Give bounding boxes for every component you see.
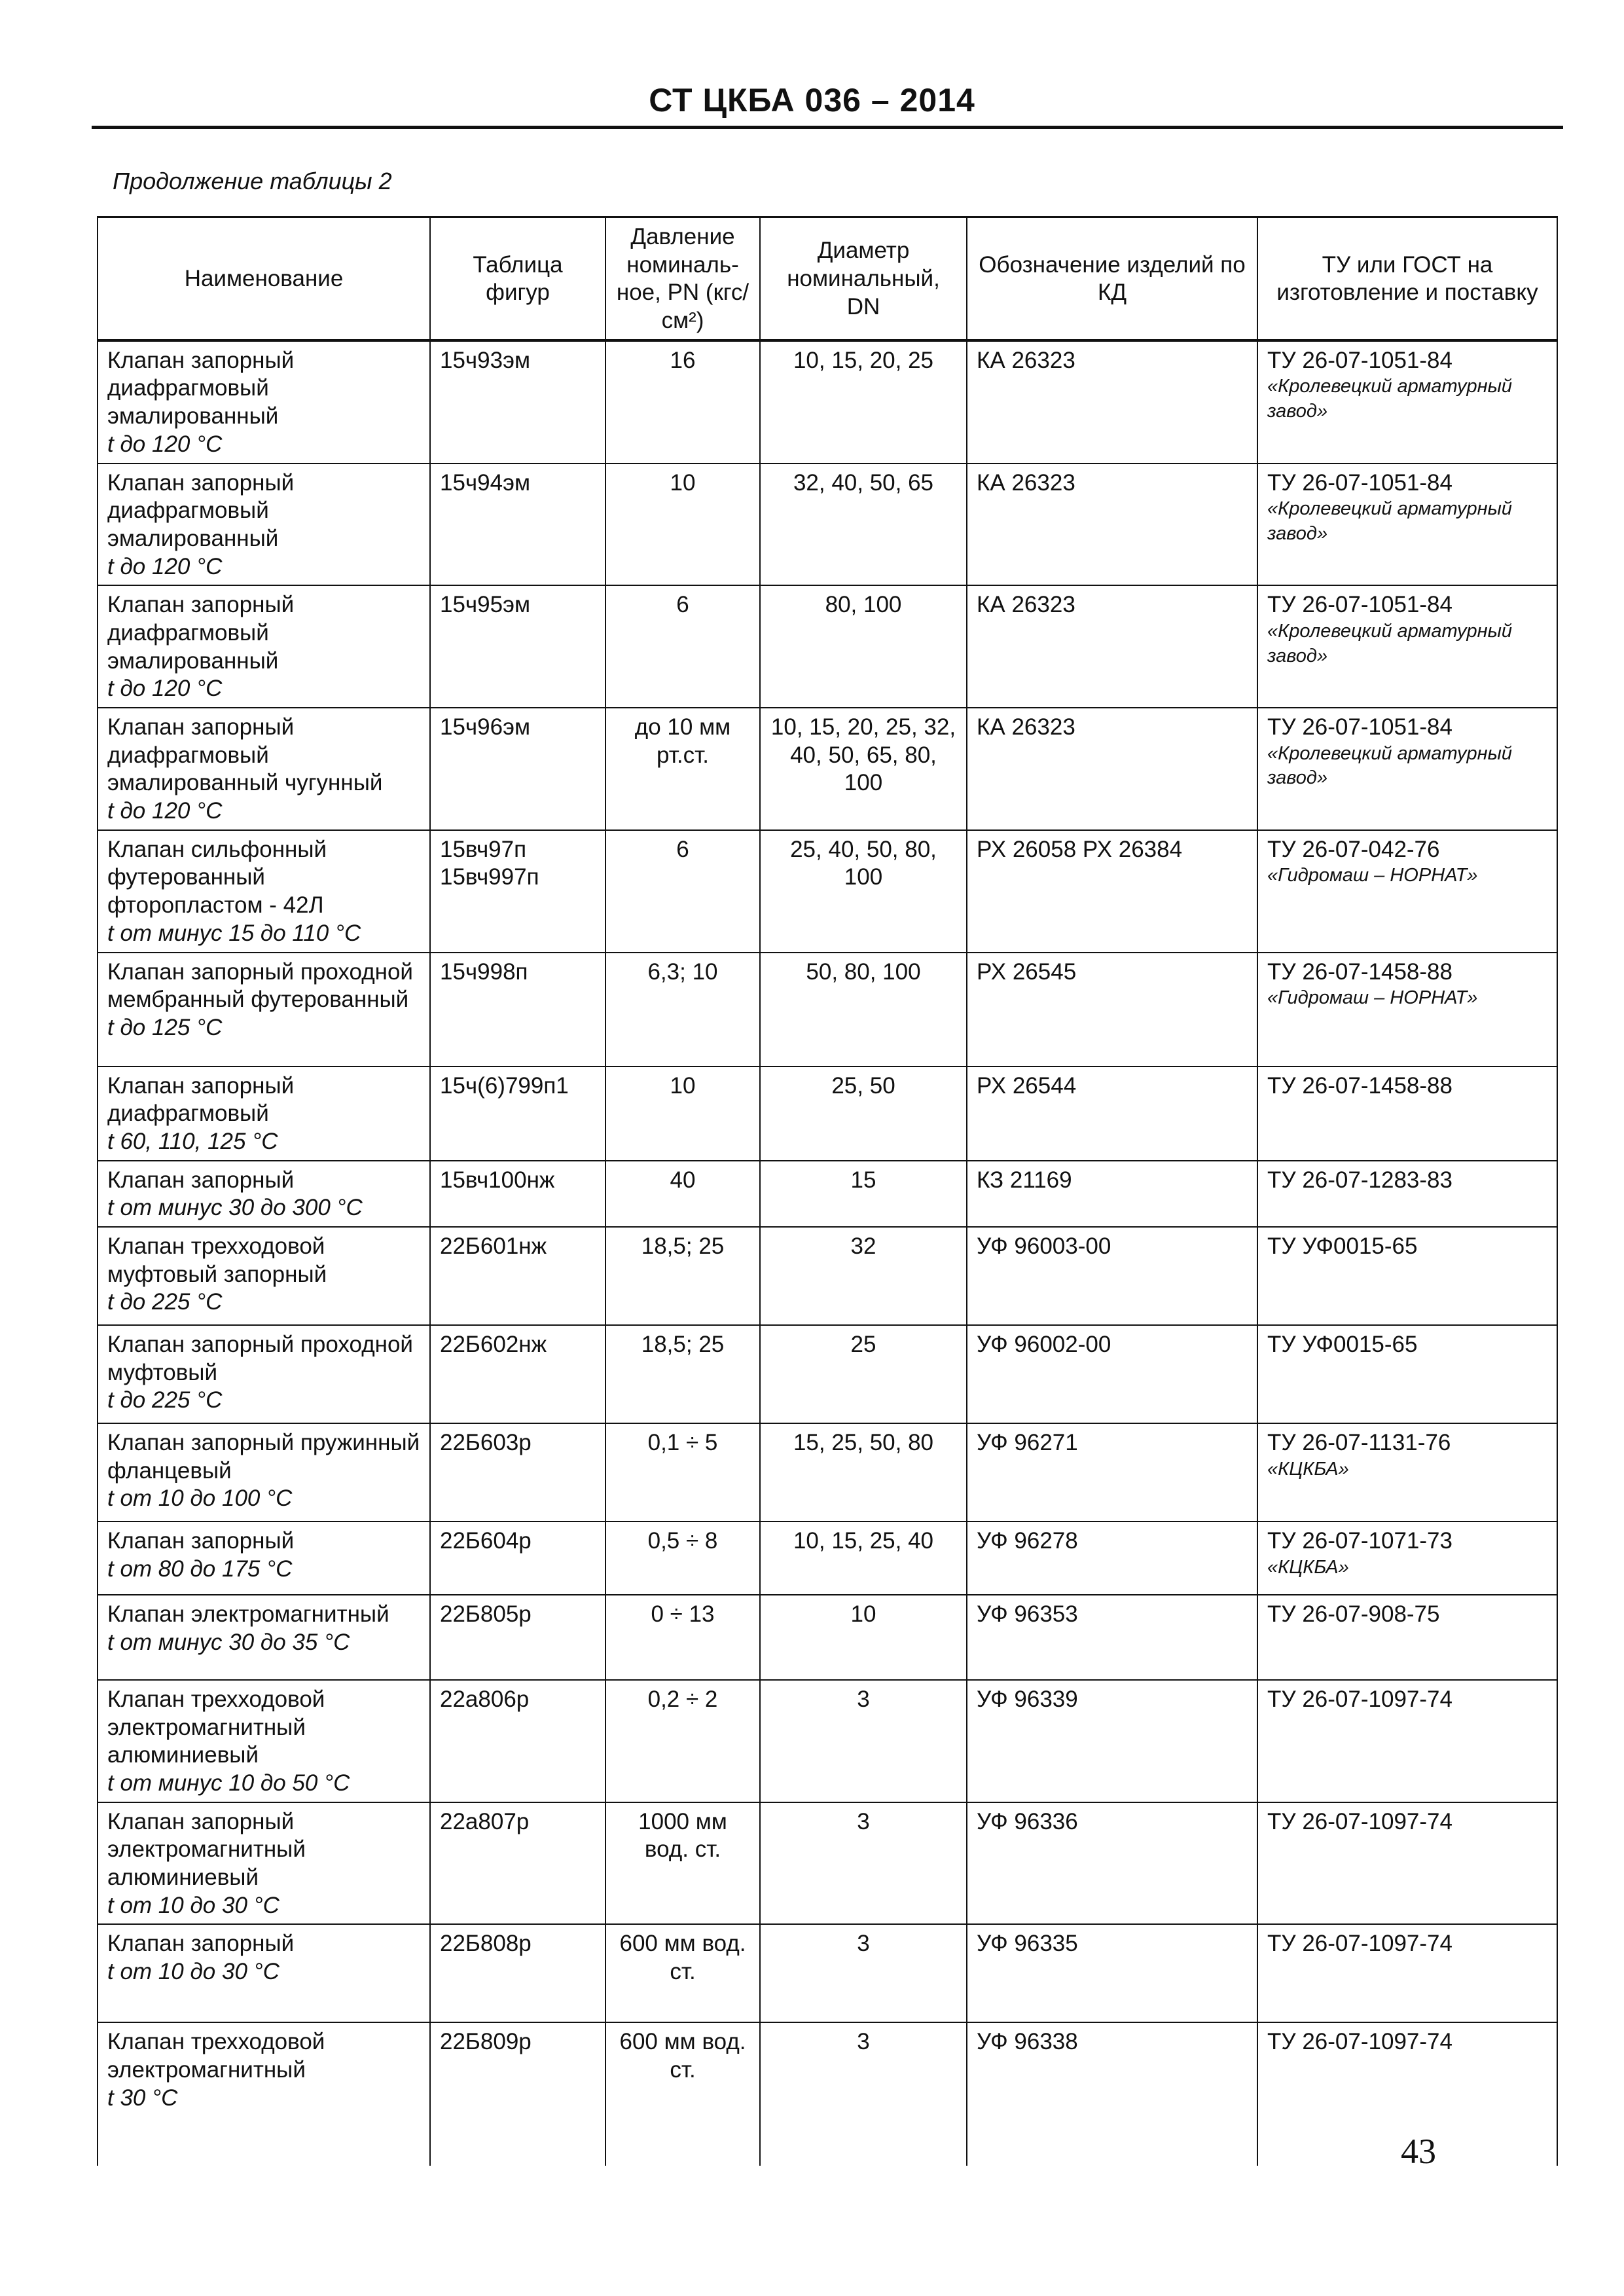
manufacturer: «Кролевецкий арматурный завод» xyxy=(1267,498,1513,544)
cell-pressure xyxy=(605,830,760,953)
temperature-range: t до 120 °С xyxy=(107,431,223,457)
cell-pressure xyxy=(605,1161,760,1227)
cell-figure xyxy=(430,1066,605,1161)
diameter-value: 10, 15, 20, 25, 32, 40, 50, 65, 80, 100 xyxy=(770,714,956,796)
temperature-range: t до 225 °С xyxy=(107,1387,223,1413)
table-row xyxy=(98,464,1557,586)
diameter-value: 10, 15, 25, 40 xyxy=(793,1527,934,1554)
standard-code: ТУ 26-07-1097-74 xyxy=(1267,1808,1453,1834)
cell-standard xyxy=(1257,1423,1557,1522)
cell-pressure xyxy=(605,1423,760,1522)
cell-standard xyxy=(1257,464,1557,586)
cell-diameter xyxy=(760,1423,967,1522)
cell-standard xyxy=(1257,1161,1557,1227)
diameter-value: 15, 25, 50, 80 xyxy=(793,1429,934,1455)
cell-pressure xyxy=(605,1680,760,1802)
pressure-value: 6 xyxy=(676,592,689,618)
col-header-pressure: Давление номиналь-ное, PN (кгс/см²) xyxy=(605,217,760,340)
diameter-value: 15 xyxy=(850,1167,876,1193)
designation-code: КА 26323 xyxy=(977,347,1075,373)
designation-code: КА 26323 xyxy=(977,592,1075,618)
valve-name: Клапан трехходовой электромагнитный xyxy=(107,2029,325,2083)
cell-pressure xyxy=(605,1227,760,1325)
cell-pressure xyxy=(605,1522,760,1595)
cell-standard xyxy=(1257,708,1557,830)
cell-designation xyxy=(967,1680,1257,1802)
cell-standard xyxy=(1257,1522,1557,1595)
figure-code: 15ч95эм xyxy=(440,592,531,618)
cell-designation xyxy=(967,953,1257,1066)
cell-designation xyxy=(967,1161,1257,1227)
pressure-value: 40 xyxy=(670,1167,696,1193)
cell-diameter xyxy=(760,1161,967,1227)
cell-pressure xyxy=(605,585,760,708)
temperature-range: t до 120 °С xyxy=(107,676,223,702)
standard-code: ТУ 26-07-1097-74 xyxy=(1267,1686,1453,1712)
manufacturer: «Кролевецкий арматурный завод» xyxy=(1267,376,1513,422)
cell-figure xyxy=(430,953,605,1066)
designation-code: КА 26323 xyxy=(977,469,1075,496)
temperature-range: t от минус 10 до 50 °С xyxy=(107,1770,350,1796)
cell-designation xyxy=(967,1522,1257,1595)
cell-name xyxy=(98,1802,430,1925)
cell-figure xyxy=(430,1595,605,1680)
cell-designation xyxy=(967,585,1257,708)
cell-standard xyxy=(1257,830,1557,953)
cell-diameter xyxy=(760,1802,967,1925)
table-row xyxy=(98,1423,1557,1522)
cell-figure xyxy=(430,464,605,586)
cell-designation xyxy=(967,1423,1257,1522)
table-row xyxy=(98,830,1557,953)
temperature-range: t до 225 °С xyxy=(107,1289,223,1315)
col-header-standard: ТУ или ГОСТ на изготовление и поставку xyxy=(1257,217,1557,340)
designation-code: УФ 96353 xyxy=(977,1601,1078,1627)
diameter-value: 80, 100 xyxy=(825,592,902,618)
cell-pressure xyxy=(605,1802,760,1925)
cell-name xyxy=(98,1423,430,1522)
figure-code: 15ч998п xyxy=(440,958,528,985)
table-row xyxy=(98,1924,1557,2022)
diameter-value: 3 xyxy=(857,1931,870,1957)
temperature-range: t от 10 до 100 °С xyxy=(107,1485,293,1512)
cell-designation xyxy=(967,1924,1257,2022)
designation-code: УФ 96271 xyxy=(977,1429,1078,1455)
pressure-value: 600 мм вод. ст. xyxy=(619,1931,746,1985)
figure-code: 15ч93эм xyxy=(440,347,531,373)
cell-pressure xyxy=(605,2022,760,2166)
valve-name: Клапан запорный проходной мембранный футерованный xyxy=(107,958,413,1013)
designation-code: УФ 96338 xyxy=(977,2029,1078,2055)
designation-code: УФ 96335 xyxy=(977,1931,1078,1957)
valve-name: Клапан запорный диафрагмовый эмалированный xyxy=(107,592,295,674)
cell-diameter xyxy=(760,340,967,464)
table-header xyxy=(98,217,1557,340)
cell-name xyxy=(98,1325,430,1423)
cell-diameter xyxy=(760,585,967,708)
figure-code: 22Б809р xyxy=(440,2029,532,2055)
cell-diameter xyxy=(760,708,967,830)
valves-table xyxy=(97,216,1558,2166)
valve-name: Клапан трехходовой электромагнитный алюминиевый xyxy=(107,1686,325,1768)
table-caption: Продолжение таблицы 2 xyxy=(113,168,392,194)
table-row xyxy=(98,1325,1557,1423)
cell-diameter xyxy=(760,953,967,1066)
cell-diameter xyxy=(760,830,967,953)
table-row xyxy=(98,1522,1557,1595)
cell-name xyxy=(98,1066,430,1161)
temperature-range: t до 125 °С xyxy=(107,1014,223,1040)
cell-standard xyxy=(1257,953,1557,1066)
document-title: СТ ЦКБА 036 – 2014 xyxy=(649,82,975,118)
pressure-value: 18,5; 25 xyxy=(641,1233,725,1259)
cell-pressure xyxy=(605,953,760,1066)
cell-figure xyxy=(430,1924,605,2022)
diameter-value: 3 xyxy=(857,2029,870,2055)
cell-diameter xyxy=(760,1522,967,1595)
cell-figure xyxy=(430,1522,605,1595)
cell-diameter xyxy=(760,2022,967,2166)
cell-designation xyxy=(967,1227,1257,1325)
cell-designation xyxy=(967,830,1257,953)
standard-code: ТУ 26-07-1131-76 xyxy=(1267,1429,1451,1455)
cell-diameter xyxy=(760,1227,967,1325)
designation-code: РХ 26545 xyxy=(977,958,1077,985)
cell-name xyxy=(98,464,430,586)
cell-figure xyxy=(430,585,605,708)
manufacturer: «Кролевецкий арматурный завод» xyxy=(1267,742,1513,789)
manufacturer: «КЦКБА» xyxy=(1267,1458,1349,1480)
pressure-value: 0 ÷ 13 xyxy=(651,1601,715,1627)
cell-name xyxy=(98,340,430,464)
valve-name: Клапан запорный проходной муфтовый xyxy=(107,1331,413,1385)
temperature-range: t от минус 15 до 110 °С xyxy=(107,920,361,946)
cell-name xyxy=(98,585,430,708)
temperature-range: t от минус 30 до 35 °С xyxy=(107,1629,350,1655)
diameter-value: 32 xyxy=(850,1233,876,1259)
designation-code: РХ 26544 xyxy=(977,1072,1077,1099)
standard-code: ТУ УФ0015-65 xyxy=(1267,1331,1418,1357)
cell-name xyxy=(98,1680,430,1802)
cell-figure xyxy=(430,708,605,830)
col-header-designation: Обозначение изделий по КД xyxy=(967,217,1257,340)
standard-code: ТУ 26-07-1051-84 xyxy=(1267,469,1453,496)
figure-code: 22а806р xyxy=(440,1686,530,1712)
standard-code: ТУ 26-07-1097-74 xyxy=(1267,1931,1453,1957)
cell-designation xyxy=(967,708,1257,830)
valve-name: Клапан запорный диафрагмовый xyxy=(107,1072,295,1127)
diameter-value: 32, 40, 50, 65 xyxy=(793,469,934,496)
designation-code: УФ 96339 xyxy=(977,1686,1078,1712)
table-row xyxy=(98,1680,1557,1802)
diameter-value: 25, 40, 50, 80, 100 xyxy=(790,836,937,890)
cell-standard xyxy=(1257,1227,1557,1325)
col-header-figure: Таблица фигур xyxy=(430,217,605,340)
cell-figure xyxy=(430,830,605,953)
designation-code: КА 26323 xyxy=(977,714,1075,740)
diameter-value: 10, 15, 20, 25 xyxy=(793,347,934,373)
table-row xyxy=(98,708,1557,830)
table-row xyxy=(98,585,1557,708)
cell-standard xyxy=(1257,1680,1557,1802)
cell-standard xyxy=(1257,340,1557,464)
standard-code: ТУ УФ0015-65 xyxy=(1267,1233,1418,1259)
figure-code: 22Б805р xyxy=(440,1601,532,1627)
table-row xyxy=(98,953,1557,1066)
cell-name xyxy=(98,708,430,830)
cell-figure xyxy=(430,1802,605,1925)
standard-code: ТУ 26-07-1458-88 xyxy=(1267,958,1453,985)
pressure-value: 1000 мм вод. ст. xyxy=(638,1808,727,1863)
cell-designation xyxy=(967,1595,1257,1680)
figure-code: 22Б602нж xyxy=(440,1331,547,1357)
cell-standard xyxy=(1257,1066,1557,1161)
pressure-value: 6 xyxy=(676,836,689,862)
table-row xyxy=(98,1595,1557,1680)
valve-name: Клапан запорный xyxy=(107,1931,295,1957)
table-body xyxy=(98,340,1557,2166)
diameter-value: 50, 80, 100 xyxy=(806,958,921,985)
pressure-value: 18,5; 25 xyxy=(641,1331,725,1357)
standard-code: ТУ 26-07-1051-84 xyxy=(1267,592,1453,618)
diameter-value: 3 xyxy=(857,1686,870,1712)
diameter-value: 25, 50 xyxy=(831,1072,895,1099)
cell-name xyxy=(98,953,430,1066)
cell-pressure xyxy=(605,1924,760,2022)
standard-code: ТУ 26-07-1283-83 xyxy=(1267,1167,1453,1193)
valve-name: Клапан трехходовой муфтовый запорный xyxy=(107,1233,327,1287)
temperature-range: t от 10 до 30 °С xyxy=(107,1892,280,1918)
valve-name: Клапан запорный xyxy=(107,1167,295,1193)
standard-code: ТУ 26-07-908-75 xyxy=(1267,1601,1440,1627)
manufacturer: «КЦКБА» xyxy=(1267,1556,1349,1578)
cell-figure xyxy=(430,1227,605,1325)
manufacturer: «Гидромаш – НОРНАТ» xyxy=(1267,865,1478,886)
diameter-value: 25 xyxy=(850,1331,876,1357)
pressure-value: 0,1 ÷ 5 xyxy=(647,1429,718,1455)
cell-pressure xyxy=(605,340,760,464)
designation-code: УФ 96003-00 xyxy=(977,1233,1111,1259)
cell-name xyxy=(98,830,430,953)
designation-code: КЗ 21169 xyxy=(977,1167,1072,1193)
figure-code: 22Б603р xyxy=(440,1429,532,1455)
figure-code: 15вч97п 15вч997п xyxy=(440,836,539,890)
standard-code: ТУ 26-07-1051-84 xyxy=(1267,714,1453,740)
cell-standard xyxy=(1257,1924,1557,2022)
cell-diameter xyxy=(760,464,967,586)
cell-name xyxy=(98,1595,430,1680)
standard-code: ТУ 26-07-1097-74 xyxy=(1267,2029,1453,2055)
temperature-range: t 30 °С xyxy=(107,2085,178,2111)
temperature-range: t 60, 110, 125 °С xyxy=(107,1128,278,1154)
pressure-value: 0,5 ÷ 8 xyxy=(647,1527,718,1554)
col-header-diameter: Диаметр номинальный, DN xyxy=(760,217,967,340)
cell-standard xyxy=(1257,1325,1557,1423)
cell-figure xyxy=(430,2022,605,2166)
table-row xyxy=(98,1161,1557,1227)
pressure-value: 600 мм вод. ст. xyxy=(619,2029,746,2083)
cell-figure xyxy=(430,1161,605,1227)
pressure-value: до 10 мм рт.ст. xyxy=(634,714,731,768)
cell-name xyxy=(98,1227,430,1325)
figure-code: 15ч94эм xyxy=(440,469,531,496)
cell-pressure xyxy=(605,464,760,586)
cell-name xyxy=(98,2022,430,2166)
cell-figure xyxy=(430,1680,605,1802)
table-row xyxy=(98,1802,1557,1925)
designation-code: УФ 96002-00 xyxy=(977,1331,1111,1357)
figure-code: 22Б601нж xyxy=(440,1233,547,1259)
valve-name: Клапан запорный электромагнитный алюминиевый xyxy=(107,1808,306,1891)
cell-pressure xyxy=(605,1595,760,1680)
cell-diameter xyxy=(760,1680,967,1802)
diameter-value: 3 xyxy=(857,1808,870,1834)
designation-code: РХ 26058 РХ 26384 xyxy=(977,836,1183,862)
pressure-value: 16 xyxy=(670,347,696,373)
table-row xyxy=(98,340,1557,464)
valve-name: Клапан запорный диафрагмовый эмалированный чугунный xyxy=(107,714,383,796)
standard-code: ТУ 26-07-1458-88 xyxy=(1267,1072,1453,1099)
standard-code: ТУ 26-07-042-76 xyxy=(1267,836,1440,862)
header-rule xyxy=(92,126,1563,129)
cell-standard xyxy=(1257,585,1557,708)
valve-name: Клапан электромагнитный xyxy=(107,1601,389,1627)
cell-diameter xyxy=(760,1325,967,1423)
cell-name xyxy=(98,1161,430,1227)
figure-code: 22Б808р xyxy=(440,1931,532,1957)
table-row xyxy=(98,2022,1557,2166)
cell-designation xyxy=(967,340,1257,464)
cell-designation xyxy=(967,1066,1257,1161)
valve-name: Клапан запорный диафрагмовый эмалированный xyxy=(107,469,295,551)
designation-code: УФ 96278 xyxy=(977,1527,1078,1554)
cell-pressure xyxy=(605,1066,760,1161)
cell-pressure xyxy=(605,1325,760,1423)
pressure-value: 10 xyxy=(670,1072,696,1099)
manufacturer: «Гидромаш – НОРНАТ» xyxy=(1267,987,1478,1009)
cell-diameter xyxy=(760,1924,967,2022)
pressure-value: 0,2 ÷ 2 xyxy=(647,1686,718,1712)
cell-designation xyxy=(967,1802,1257,1925)
standard-code: ТУ 26-07-1071-73 xyxy=(1267,1527,1453,1554)
cell-figure xyxy=(430,340,605,464)
cell-designation xyxy=(967,464,1257,586)
figure-code: 22Б604р xyxy=(440,1527,532,1554)
designation-code: УФ 96336 xyxy=(977,1808,1078,1834)
valve-name: Клапан запорный пружинный фланцевый xyxy=(107,1429,420,1484)
cell-name xyxy=(98,1924,430,2022)
temperature-range: t от 10 до 30 °С xyxy=(107,1959,280,1985)
cell-diameter xyxy=(760,1595,967,1680)
manufacturer: «Кролевецкий арматурный завод» xyxy=(1267,620,1513,666)
cell-standard xyxy=(1257,1802,1557,1925)
pressure-value: 6,3; 10 xyxy=(647,958,718,985)
cell-designation xyxy=(967,2022,1257,2166)
figure-code: 15ч(6)799п1 xyxy=(440,1072,569,1099)
temperature-range: t до 120 °С xyxy=(107,798,223,824)
figure-code: 15вч100нж xyxy=(440,1167,555,1193)
cell-figure xyxy=(430,1325,605,1423)
cell-figure xyxy=(430,1423,605,1522)
col-header-name: Наименование xyxy=(98,217,430,340)
figure-code: 15ч96эм xyxy=(440,714,531,740)
valve-name: Клапан запорный диафрагмовый эмалированный xyxy=(107,347,295,429)
temperature-range: t до 120 °С xyxy=(107,553,223,579)
cell-designation xyxy=(967,1325,1257,1423)
standard-code: ТУ 26-07-1051-84 xyxy=(1267,347,1453,373)
temperature-range: t от минус 30 до 300 °С xyxy=(107,1195,363,1221)
table-row xyxy=(98,1066,1557,1161)
pressure-value: 10 xyxy=(670,469,696,496)
cell-diameter xyxy=(760,1066,967,1161)
figure-code: 22а807р xyxy=(440,1808,530,1834)
cell-standard xyxy=(1257,1595,1557,1680)
diameter-value: 10 xyxy=(850,1601,876,1627)
valve-name: Клапан запорный xyxy=(107,1527,295,1554)
valve-name: Клапан сильфонный футерованный фторопластом - 42Л xyxy=(107,836,327,919)
temperature-range: t от 80 до 175 °С xyxy=(107,1556,293,1582)
table-row xyxy=(98,1227,1557,1325)
cell-name xyxy=(98,1522,430,1595)
cell-pressure xyxy=(605,708,760,830)
page-number: 43 xyxy=(1401,2132,1436,2171)
